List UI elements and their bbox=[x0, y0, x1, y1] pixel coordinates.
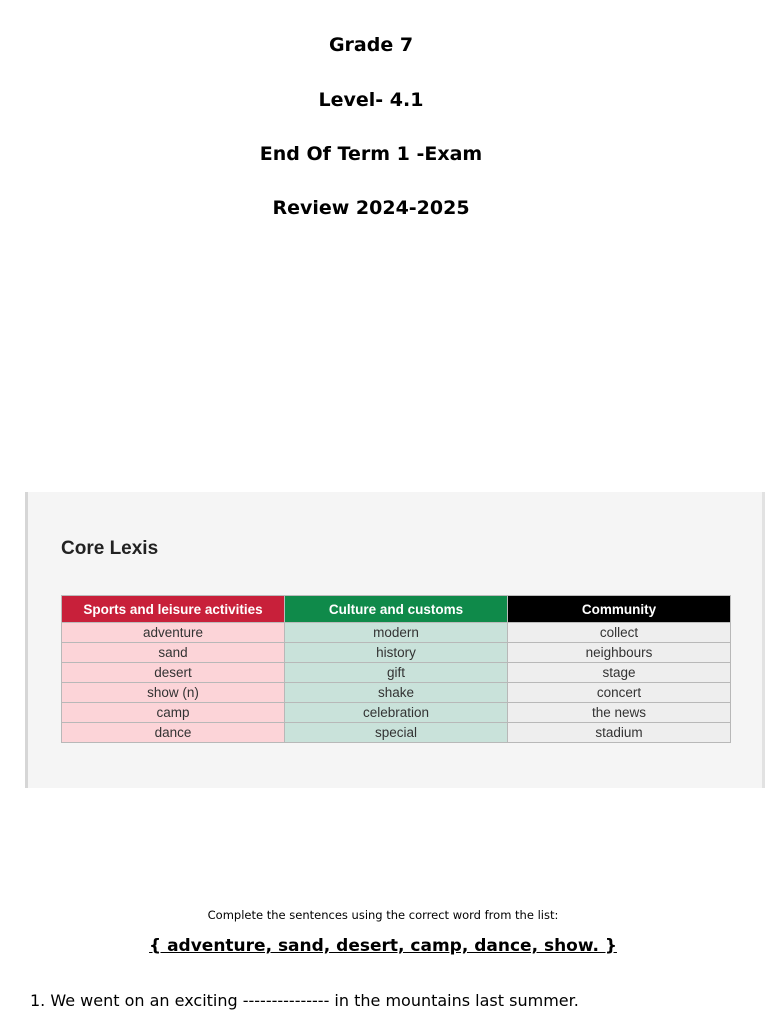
table-body bbox=[62, 623, 731, 743]
word-list: { adventure, sand, desert, camp, dance, show. } bbox=[149, 936, 617, 956]
table-row bbox=[62, 703, 731, 723]
level-heading: Level- 4.1 bbox=[318, 89, 424, 111]
exercise-instruction: Complete the sentences using the correct word from the list: bbox=[207, 908, 559, 922]
table-cell: special bbox=[285, 723, 508, 743]
table-cell: celebration bbox=[285, 703, 508, 723]
table-row bbox=[62, 723, 731, 743]
table-row bbox=[62, 623, 731, 643]
exam-heading: End Of Term 1 -Exam bbox=[259, 143, 483, 165]
review-heading: Review 2024-2025 bbox=[272, 197, 470, 219]
table-cell: the news bbox=[508, 703, 731, 723]
column-header-community: Community bbox=[508, 596, 731, 623]
table-cell: adventure bbox=[62, 623, 285, 643]
column-header-sports: Sports and leisure activities bbox=[62, 596, 285, 623]
table-row bbox=[62, 683, 731, 703]
table-cell: modern bbox=[285, 623, 508, 643]
table-cell: show (n) bbox=[62, 683, 285, 703]
table-row bbox=[62, 663, 731, 683]
table-cell: history bbox=[285, 643, 508, 663]
table-header-row bbox=[62, 596, 731, 623]
core-lexis-image bbox=[25, 492, 765, 788]
table-cell: shake bbox=[285, 683, 508, 703]
table-cell: camp bbox=[62, 703, 285, 723]
table-cell: gift bbox=[285, 663, 508, 683]
core-lexis-title: Core Lexis bbox=[61, 538, 159, 559]
grade-heading: Grade 7 bbox=[328, 34, 414, 56]
table-cell: collect bbox=[508, 623, 731, 643]
question-1: 1. We went on an exciting --------------- in the mountains last summer. bbox=[30, 991, 579, 1010]
table-cell: neighbours bbox=[508, 643, 731, 663]
table-row bbox=[62, 643, 731, 663]
frame-left-edge bbox=[25, 492, 28, 788]
table-cell: sand bbox=[62, 643, 285, 663]
table-cell: stadium bbox=[508, 723, 731, 743]
frame-right-edge bbox=[762, 492, 765, 788]
table-cell: desert bbox=[62, 663, 285, 683]
table-cell: stage bbox=[508, 663, 731, 683]
table-cell: dance bbox=[62, 723, 285, 743]
column-header-culture: Culture and customs bbox=[285, 596, 508, 623]
core-lexis-table bbox=[61, 595, 731, 743]
table-cell: concert bbox=[508, 683, 731, 703]
